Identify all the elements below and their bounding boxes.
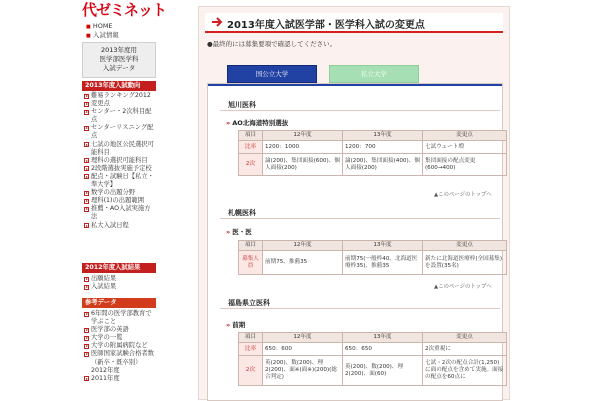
sidebar-item[interactable] xyxy=(84,141,156,157)
page-title-bar xyxy=(205,13,503,33)
sidebar-item-label: 数学の出題分野 xyxy=(91,189,136,197)
header-item: 項目 xyxy=(239,241,263,251)
sidebar-item[interactable] xyxy=(84,375,156,383)
arrow-box-icon xyxy=(84,126,89,131)
header-fy12: 12年度 xyxy=(263,333,343,343)
exam-type: » 前期 xyxy=(226,321,246,329)
arrow-right-icon xyxy=(211,16,223,28)
arrow-box-icon xyxy=(84,94,89,99)
header-fy12: 12年度 xyxy=(263,241,343,251)
page-title: 2013年度入試医学部・医学科入試の変更点 xyxy=(227,20,425,31)
sidebar-item-label: 七試の地区公民選択可能科目 xyxy=(91,140,154,156)
back-to-top-link[interactable]: ▲このページのトップへ xyxy=(434,192,492,198)
header-fy13: 13年度 xyxy=(343,241,423,251)
exam-type: » AO北海道特別選抜 xyxy=(226,119,289,127)
sidebar-item-label: 2段階選抜実施予定校 xyxy=(91,164,152,172)
sidebar-item[interactable] xyxy=(84,100,156,108)
home-link[interactable]: ■ HOME xyxy=(86,22,113,30)
site-logo[interactable]: 代ゼミネット xyxy=(82,1,167,19)
arrow-box-icon xyxy=(84,102,89,107)
exam-info-link[interactable]: ■ 入試情報 xyxy=(86,31,119,39)
sidebar-item-label: 変更点 xyxy=(91,100,110,108)
section-trends-list xyxy=(84,92,156,230)
divider xyxy=(220,110,500,111)
table-row: 募集人員 前期75、推薦35 前期75(一般枠40、北海道医療枠35)、推薦35 新たに北海道医療枠(全国募集)を設置(35名) xyxy=(239,251,507,275)
table-header-row xyxy=(239,131,507,141)
arrow-box-icon xyxy=(84,174,89,179)
section-results-header: 2012年度入試結果 xyxy=(82,263,156,273)
header-fy13: 13年度 xyxy=(343,333,423,343)
arrow-box-icon xyxy=(84,207,89,212)
top-links xyxy=(86,22,156,40)
sidebar-item-label: 大学の附属病院など xyxy=(91,342,148,350)
double-chevron-icon: » xyxy=(226,321,231,329)
header-fy13: 13年度 xyxy=(343,131,423,141)
school-name: 札幌医科 xyxy=(228,209,256,217)
double-chevron-icon: » xyxy=(226,228,231,236)
header-fy12: 12年度 xyxy=(263,131,343,141)
arrow-box-icon xyxy=(84,336,89,341)
sidebar-item-label: 配点・試験日【私立・準大学】 xyxy=(91,172,154,189)
bullet-icon: ■ xyxy=(86,33,91,39)
sidebar-item[interactable] xyxy=(84,275,156,283)
sidebar-item-label: 私大入試日程 xyxy=(91,221,129,229)
tab-national-public[interactable]: 国公立大学 xyxy=(227,65,317,83)
arrow-box-icon xyxy=(84,166,89,171)
changes-table xyxy=(238,332,507,386)
sidebar-item-label: 医師国家試験合格者数（新卒・既卒別）2012年度 xyxy=(91,350,154,374)
main-content xyxy=(198,6,510,400)
sidebar-item[interactable] xyxy=(84,283,156,291)
section-results-list xyxy=(84,275,156,291)
table-header-row xyxy=(239,333,507,343)
header-change: 変更点 xyxy=(423,241,507,251)
sidebar-item-label: 2011年度 xyxy=(91,374,120,382)
arrow-box-icon xyxy=(84,158,89,163)
sidebar-item-label: 理科の選択可能科目 xyxy=(91,156,148,164)
header-item: 項目 xyxy=(239,131,263,141)
sidebar-item[interactable] xyxy=(84,350,156,374)
notice-text: ●最終的には募集要項で確認してください。 xyxy=(207,40,337,48)
section-trends-header: 2013年度入試動向 xyxy=(82,81,156,91)
sidebar-item[interactable] xyxy=(84,157,156,165)
table-row: 2次 論(200)、集団面接(600)、個人面接(200) 論(200)、集団面接(400)、個人面接(200) 集団面接の配点変更(600→400) xyxy=(239,154,507,176)
header-change: 変更点 xyxy=(423,131,507,141)
back-to-top-link[interactable]: ▲このページのトップへ xyxy=(434,284,492,290)
section-reference-header: 参考データ xyxy=(82,298,156,308)
data-category-box[interactable]: 2013年度用 医学部医学科 入試データ xyxy=(82,42,156,78)
sidebar-item-label: 推薦・AO入試実施方法 xyxy=(91,205,151,221)
arrow-box-icon xyxy=(84,142,89,147)
table-header-row xyxy=(239,241,507,251)
changes-panel xyxy=(207,83,503,401)
sidebar-item[interactable] xyxy=(84,108,156,124)
sidebar-item[interactable] xyxy=(84,173,156,189)
arrow-box-icon xyxy=(84,328,89,333)
sidebar-item[interactable] xyxy=(84,92,156,100)
sidebar-item[interactable] xyxy=(84,189,156,197)
sidebar-item[interactable] xyxy=(84,165,156,173)
sidebar-item-label: 理科(1)の出題範囲 xyxy=(91,197,144,205)
arrow-box-icon xyxy=(84,223,89,228)
double-chevron-icon: » xyxy=(226,119,231,127)
arrow-box-icon xyxy=(84,277,89,282)
changes-table xyxy=(238,130,507,176)
arrow-box-icon xyxy=(84,285,89,290)
arrow-box-icon xyxy=(84,312,89,317)
tab-private[interactable]: 私立大学 xyxy=(329,65,419,83)
sidebar-item-label: 入試結果 xyxy=(91,283,117,291)
sidebar-item-label: 大学の一覧 xyxy=(91,334,123,342)
arrow-box-icon xyxy=(84,191,89,196)
sidebar-item-label: センターリスニング配点 xyxy=(91,124,154,140)
section-reference-list xyxy=(84,310,156,383)
sidebar-item[interactable] xyxy=(84,222,156,230)
sidebar-item-label: 出願結果 xyxy=(91,275,117,282)
arrow-box-icon xyxy=(84,110,89,115)
changes-table xyxy=(238,240,507,275)
school-name: 旭川医科 xyxy=(228,101,256,109)
panel-top-line xyxy=(208,84,502,86)
arrow-box-icon xyxy=(84,199,89,204)
sidebar-item-label: 難易ランキング2012 xyxy=(91,92,151,99)
sidebar-item[interactable] xyxy=(84,124,156,140)
table-row: 比率 650：600 650：650 2次重視に xyxy=(239,343,507,356)
left-sidebar xyxy=(82,0,167,400)
sidebar-item-label: 医学部の英語 xyxy=(91,326,129,334)
arrow-box-icon xyxy=(84,344,89,349)
header-item: 項目 xyxy=(239,333,263,343)
bullet-icon: ■ xyxy=(86,24,91,30)
sidebar-item[interactable] xyxy=(84,205,156,221)
header-change: 変更点 xyxy=(423,333,507,343)
table-row: 比率 1200：1000 1200：700 七試ウェート増 xyxy=(239,141,507,154)
school-name: 福島県立医科 xyxy=(228,299,270,307)
arrow-box-icon xyxy=(84,376,89,381)
table-row: 2次 英(200)、数(200)、理2(200)、面※(面※)(200)(総合判定) 英(200)、数(200)、理2(200)、面(60) 七試・2次の配点合計(1,250)に面の配点を含めて実施。面接の配点を60点に xyxy=(239,356,507,386)
divider xyxy=(220,218,500,219)
sidebar-item-label: 6年間の医学部教育で学ぶこと xyxy=(91,310,152,326)
sidebar-item[interactable] xyxy=(84,310,156,326)
sidebar-item-label: センター・2次科目配点 xyxy=(91,108,152,124)
divider xyxy=(220,308,500,309)
arrow-box-icon xyxy=(84,352,89,357)
exam-type: » 医・医 xyxy=(226,228,252,236)
